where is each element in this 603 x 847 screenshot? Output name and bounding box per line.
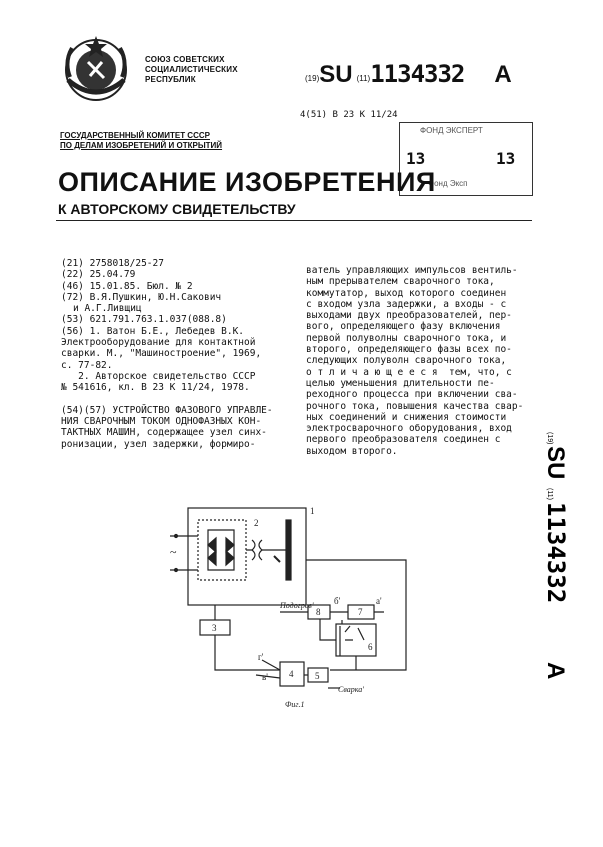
block-2 [198,520,246,580]
side-document-number [540,430,570,690]
text-line: первого преобразователя соединен с [306,434,501,446]
document-title: ОПИСАНИЕ ИЗОБРЕТЕНИЯ [58,167,436,197]
library-stamp: ФОНД ЭКСПЕРТ 13 13 Фонд Эксп [399,122,533,196]
pin-a: а' [376,596,382,606]
text-line: о т л и ч а ю щ е е с я тем, что, с [306,366,512,378]
text-line: (46) 15.01.85. Бюл. № 2 [61,280,193,292]
committee-name: ГОСУДАРСТВЕННЫЙ КОМИТЕТ СССР ПО ДЕЛАМ ИЗОБРЕТЕНИЙ И ОТКРЫТИЙ [60,131,223,150]
label-2: 2 [254,518,259,528]
text-line: сварки. М., "Машиностроение", 1969, [61,348,262,360]
document-number: (19)SU (11)1134332 A [305,60,512,88]
text-line: (54)(57) УСТРОЙСТВО ФАЗОВОГО УПРАВЛЕ- [61,404,273,416]
text-line: (21) 2758018/25-27 [61,258,164,269]
pin-b: б' [334,596,341,606]
text-line: ным прерывателем сварочного тока, [306,276,495,288]
svg-text:SU: SU [542,446,569,480]
text-line: 2. Авторское свидетельство СССР [61,370,256,382]
svg-text:(11): (11) [546,488,553,500]
text-line: выходом второго. [306,445,398,457]
pin-v: в' [262,672,268,682]
label-7: 7 [358,607,363,617]
ipc-class: 4(51) В 23 К 11/24 [300,110,398,120]
text-line: целью уменьшения длительности пе- [306,377,495,389]
label-4: 4 [289,669,294,679]
text-line: НИЯ СВАРОЧНЫМ ТОКОМ ОДНОФАЗНЫХ КОН- [61,416,262,428]
text-line: ТАКТНЫХ МАШИН, содержащее узел синх- [61,427,267,439]
svg-text:A: A [542,662,569,680]
text-line: реходного процесса при включении сва- [306,389,518,401]
input-heat-label: Подогрев' [280,601,314,610]
pin-g: г' [258,652,264,662]
text-line: Электрооборудование для контактной [61,337,256,349]
text-line: ватель управляющих импульсов вентиль- [306,265,518,276]
label-3: 3 [212,623,217,633]
text-line: (53) 621.791.763.1.037(088.8) [61,314,227,326]
text-line: ных соединений и снижения стоимости [306,411,507,423]
text-line: № 541616, кл. В 23 К 11/24, 1978. [61,382,250,394]
circuit-diagram [170,500,430,720]
text-line: с. 77-82. [61,359,113,371]
svg-text:(19): (19) [546,432,553,445]
text-line: рочного тока, повышения качества свар- [306,400,524,412]
label-8: 8 [316,607,321,617]
text-line: электросварочного оборудования, вход [306,423,512,435]
svg-text:1134332: 1134332 [542,502,570,604]
text-line: (56) 1. Ватон Б.Е., Лебедев В.К. [61,325,245,337]
text-line: и А.Г.Ливщиц [73,303,142,315]
text-line: следующих полуволн сварочного тока, [306,355,507,367]
text-line: выходами двух преобразователей, пер- [306,310,512,322]
text-line: второго, определяющего фазы всех по- [306,344,512,356]
divider [56,220,532,221]
electrode [286,520,291,580]
supply-label: ~ [170,545,177,559]
text-line: вого, определяющего фазу включения [306,321,501,333]
text-line: с входом узла задержки, а входы - с [306,298,507,310]
text-line: ронизации, узел задержки, формиро- [61,438,256,450]
text-line: коммутатор, выход которого соединен [306,287,507,299]
document-subtitle: К АВТОРСКОМУ СВИДЕТЕЛЬСТВУ [58,201,296,217]
country-name: СОЮЗ СОВЕТСКИХ СОЦИАЛИСТИЧЕСКИХ РЕСПУБЛИК [145,55,238,84]
label-6: 6 [368,642,373,652]
label-1: 1 [310,506,315,516]
claims-text [306,265,523,457]
text-line: первой полуволны сварочного тока, и [306,332,507,344]
input-weld-label: Сварка' [338,685,365,694]
ussr-emblem [56,32,136,112]
text-line: (72) В.Я.Пушкин, Ю.Н.Сакович [61,291,222,303]
figure-caption: Фиг.1 [285,700,305,709]
text-line: (22) 25.04.79 [61,269,136,281]
label-5: 5 [315,671,320,681]
text-line [61,394,273,405]
thyristor-bridge [208,530,234,570]
bibliographic-data [61,258,273,450]
